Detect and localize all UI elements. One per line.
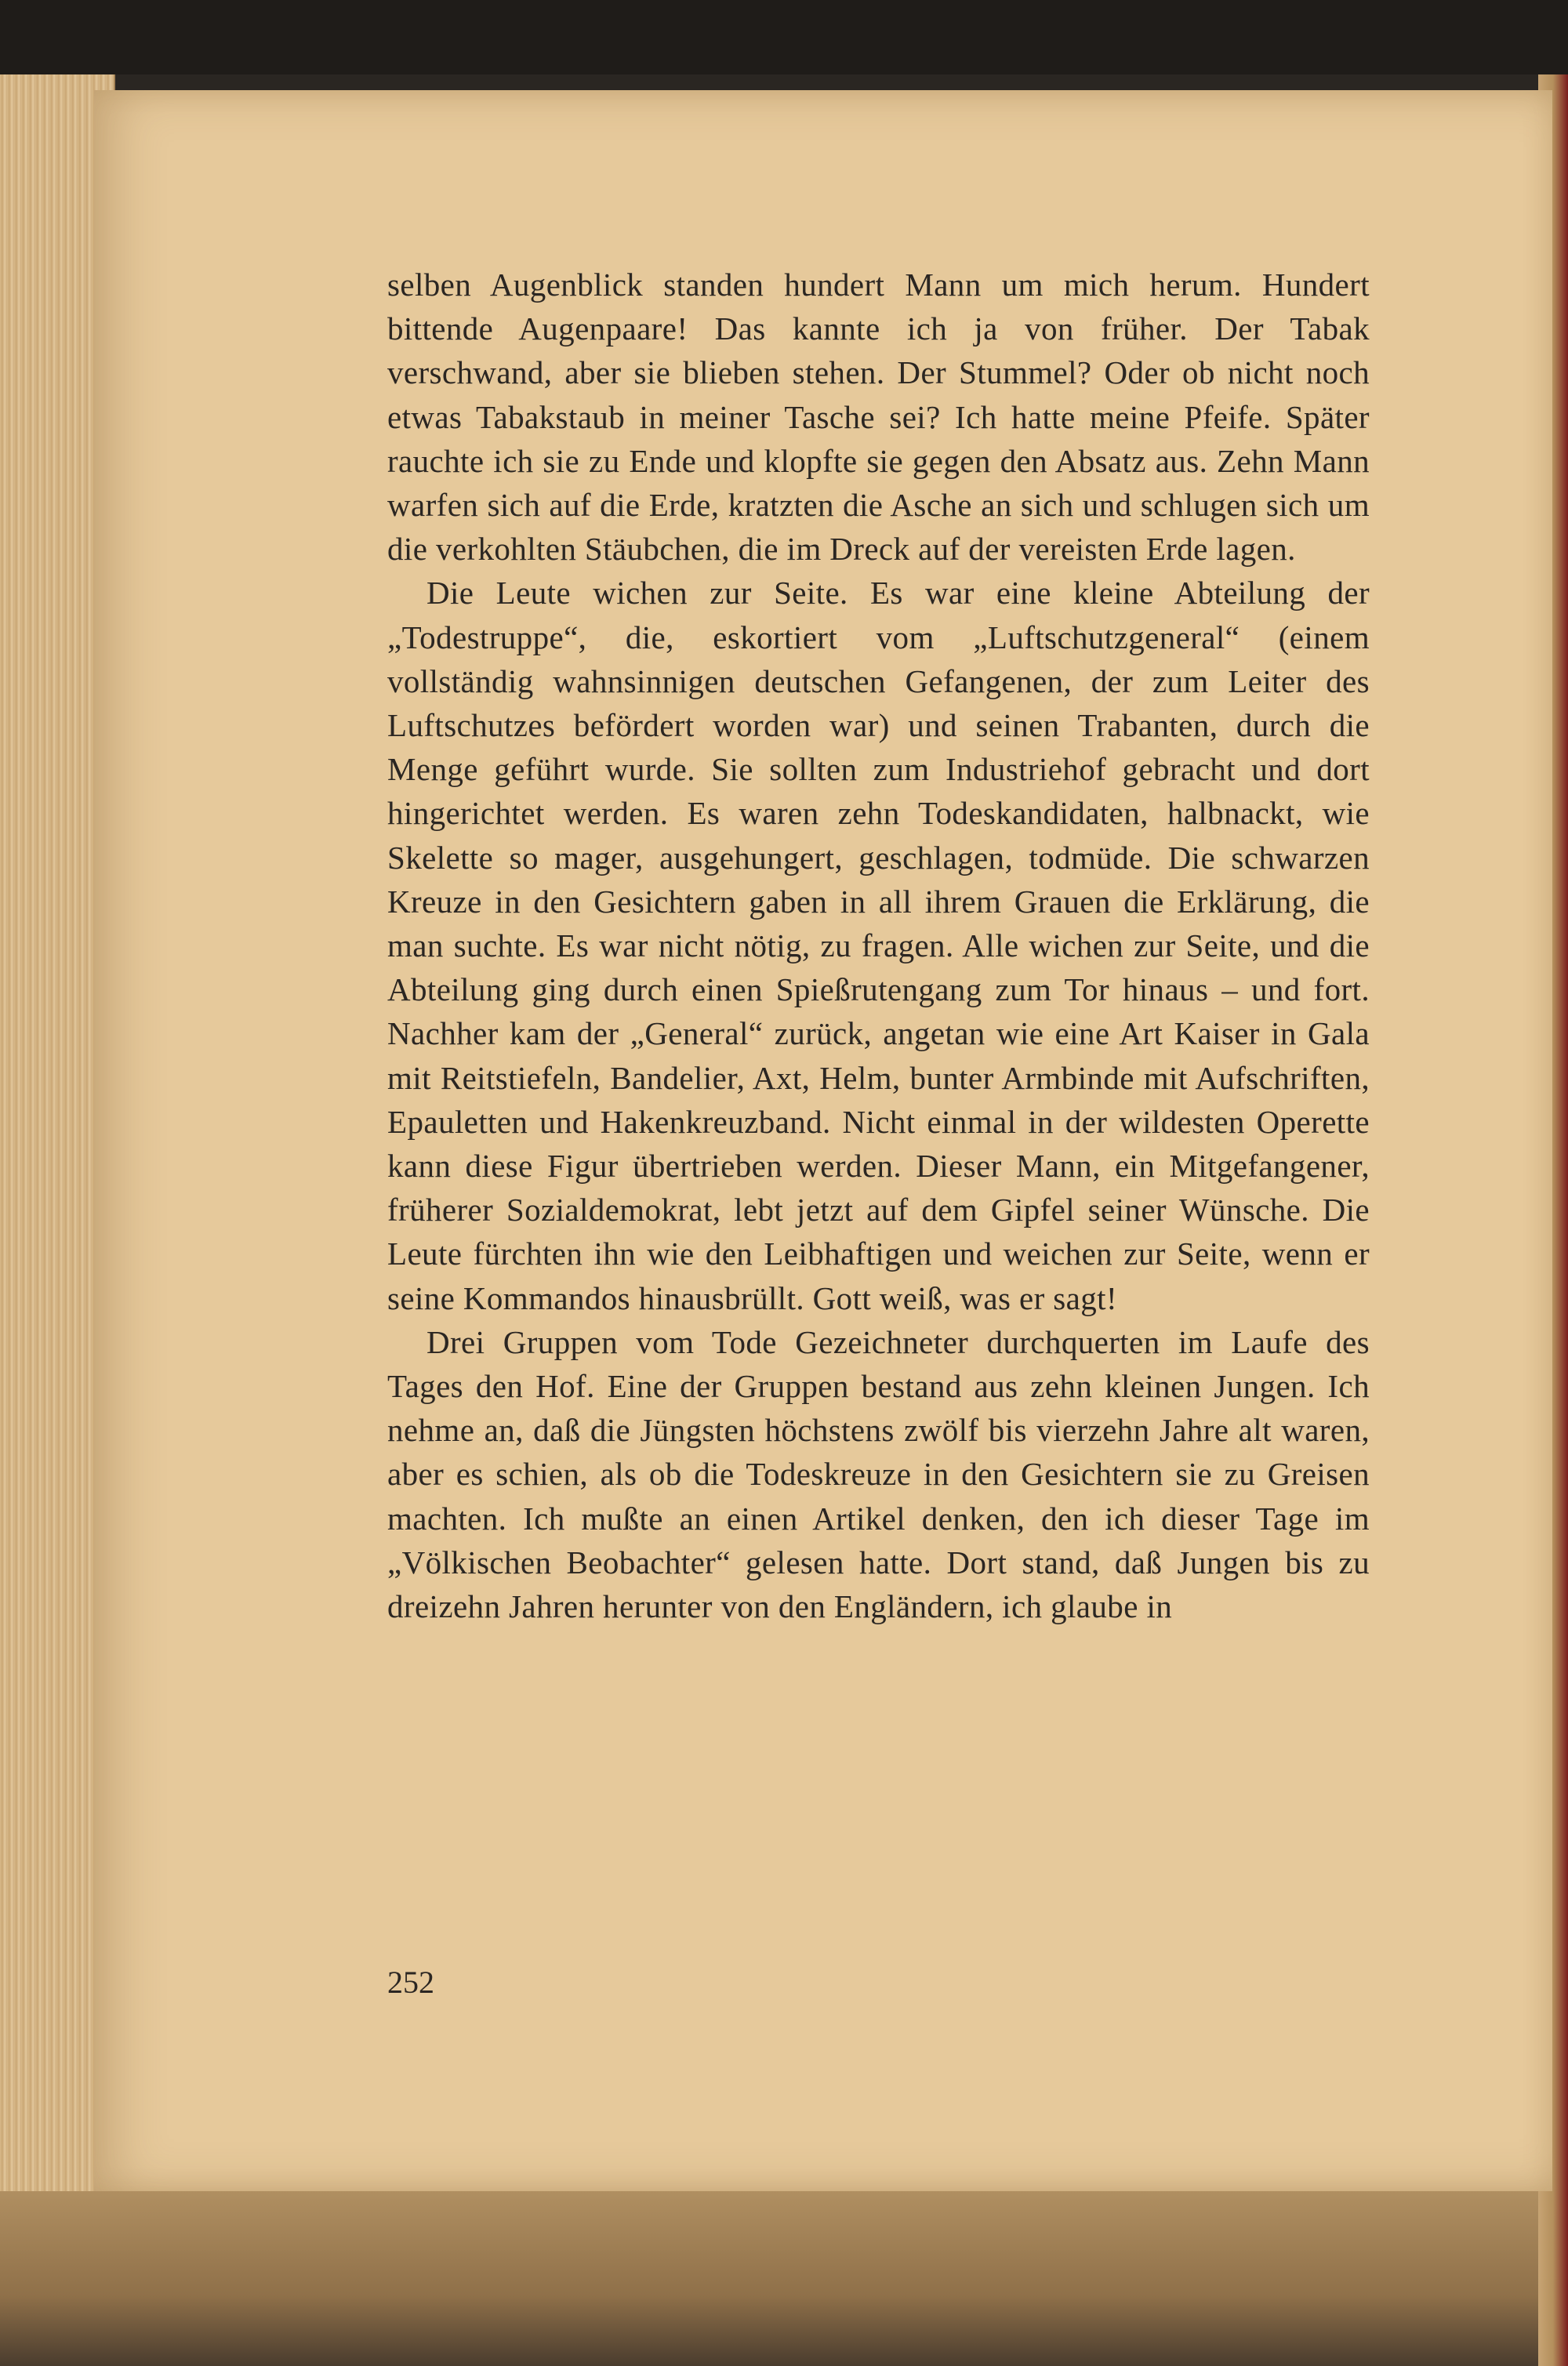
paragraph-3: Drei Gruppen vom Tode Gezeichneter durchquerten im Laufe des Tages den Hof. Eine der Gruppen bestand aus zehn kleinen Jungen. Ich nehme an, daß die Jüngsten höchstens zwölf bis vierzehn Jahre alt waren, aber es schien, als ob die Todeskreuze in den Gesichtern sie zu Greisen machten. Ich mußte an einen Artikel denken, den ich dieser Tage im „Völkischen Beobachter“ gelesen hatte. Dort stand, daß Jungen bis zu dreizehn Jahren herunter von den Engländern, ich glaube in bbox=[387, 1323, 1370, 1625]
paragraph-1: selben Augenblick standen hundert Mann um mich herum. Hundert bittende Augenpaare! Das kannte ich ja von früher. Der Tabak verschwand, aber sie blieben stehen. Der Stummel? Oder ob nicht noch etwas Tabakstaub in meiner Tasche sei? Ich hatte meine Pfeife. Später rauchte ich sie zu Ende und klopfte sie gegen den Absatz aus. Zehn Mann warfen sich auf die Erde, kratzten die Asche an sich und schlugen sich um die verkohlten Stäubchen, die im Dreck auf der vereisten Erde lagen. bbox=[387, 267, 1370, 568]
background-top bbox=[0, 0, 1568, 74]
book-bottom-edge bbox=[0, 2191, 1564, 2366]
page-number: 252 bbox=[387, 1965, 434, 2000]
body-text bbox=[387, 263, 1370, 1628]
paragraph-2: Die Leute wichen zur Seite. Es war eine kleine Abteilung der „Todestruppe“, die, eskortiert vom „Luftschutzgeneral“ (einem vollständig wahnsinnigen deutschen Gefangenen, der zum Leiter des Luftschutzes befördert worden war) und seinen Trabanten, durch die Menge geführt wurde. Sie sollten zum Industriehof gebracht und dort hingerichtet werden. Es waren zehn Todeskandidaten, halbnackt, wie Skelette so mager, ausgehungert, geschlagen, todmüde. Die schwarzen Kreuze in den Gesichtern gaben in all ihrem Grauen die Erklärung, die man suchte. Es war nicht nötig, zu fragen. Alle wichen zur Seite, und die Abteilung ging durch einen Spießrutengang zum Tor hinaus – und fort. Nachher kam der „General“ zurück, angetan wie eine Art Kaiser in Gala mit Reitstiefeln, Bandelier, Axt, Helm, bunter Armbinde mit Aufschriften, Epauletten und Hakenkreuzband. Nicht einmal in der wildesten Operette kann diese Figur übertrieben werden. Dieser Mann, ein Mitgefangener, früherer Sozialdemokrat, lebt jetzt auf dem Gipfel seiner Wünsche. Die Leute fürchten ihn wie den Leibhaftigen und weichen zur Seite, wenn er seine Kommandos hinausbrüllt. Gott weiß, was er sagt! bbox=[387, 575, 1370, 1316]
